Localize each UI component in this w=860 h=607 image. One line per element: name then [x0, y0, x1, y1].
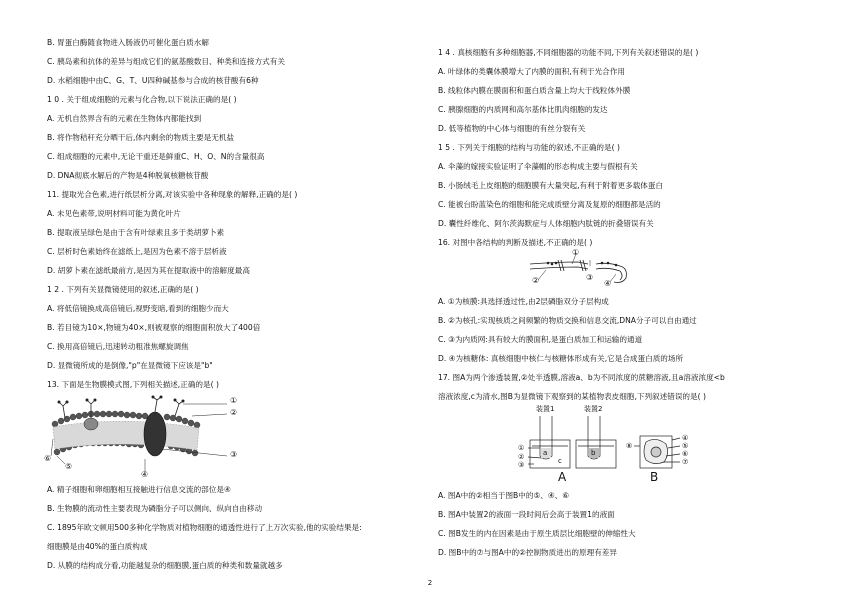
membrane-figure	[44, 394, 452, 480]
fig-b-num-7: ⑦	[682, 458, 689, 466]
fig-b-num-5: ⑤	[682, 442, 689, 450]
q17-stem-line2: 溶液浓度,c为清水,图B为显微镜下观察到的某植物表皮细胞,下列叙述错误的是( )	[438, 392, 706, 401]
fig-b-num-4: ④	[682, 434, 689, 442]
device-2-label: 装置2	[584, 405, 603, 413]
q12-stem: 1 2 . 下列有关显微镜使用的叙述,正确的是( )	[47, 285, 199, 294]
device-1-label: 装置1	[536, 405, 555, 413]
membrane-label-2: ②	[230, 408, 238, 417]
q17-option-d: D. 图B中的⑦与图A中的②控制物质进出的原理有差异	[438, 548, 617, 557]
q10-stem: 1 0 . 关于组成细胞的元素与化合物,以下说法正确的是( )	[47, 95, 237, 104]
solution-a-label: a	[543, 449, 548, 457]
membrane-label-3: ③	[230, 450, 238, 459]
left-column	[44, 0, 452, 575]
q11-option-a: A. 未见色素带,说明材料可能为黄化叶片	[47, 209, 181, 218]
q16-option-d: D. ④为核糖体: 真核细胞中核仁与核糖体形成有关,它是合成蛋白质的场所	[438, 354, 684, 363]
q14-option-c: C. 胰腺细胞的内质网和高尔基体比肌肉细胞的发达	[438, 105, 608, 114]
q10-option-a: A. 无机自然界含有的元素在生物体内都能找到	[47, 114, 202, 123]
osmosis-diagram	[518, 406, 698, 486]
q11-option-c: C. 层析时色素始终在滤纸上,是因为色素不溶于层析液	[47, 247, 227, 256]
q12-option-d: D. 显微镜所成的是倒像,"p"在显微镜下应该是"b"	[47, 361, 213, 370]
q12-option-a: A. 将低倍镜换成高倍镜后,视野变暗,看到的细胞少而大	[47, 304, 229, 313]
q13-option-a: A. 精子细胞和卵细胞相互接触进行信息交流的部位是④	[47, 485, 231, 494]
q13-stem: 13. 下面是生物膜模式图,下列相关描述,正确的是( )	[47, 380, 219, 389]
fig-b-num-8: ⑧	[626, 442, 633, 450]
q11-option-b: B. 提取液呈绿色是由于含有叶绿素且多于类胡萝卜素	[47, 228, 225, 237]
q17-stem-line1: 17. 图A为两个渗透装置,②处半透膜,溶液a、b为不同浓度的蔗糖溶液,且a溶液浓度<b	[438, 373, 725, 382]
solution-c-label: c	[558, 457, 562, 465]
q14-option-a: A. 叶绿体的类囊体膜增大了内膜的面积,有利于光合作用	[438, 67, 625, 76]
fig-a-num-2: ②	[518, 453, 525, 461]
page-number: 2	[427, 579, 433, 587]
q9-option-d: D. 水稻细胞中由C、G、T、U四种碱基参与合成的核苷酸有6种	[47, 76, 259, 85]
q9-option-c: C. 胰岛素和抗体的差异与组成它们的氨基酸数目、种类和连接方式有关	[47, 57, 285, 66]
q13-option-c-cont: 细胞膜是由40%的蛋白质构成	[47, 542, 148, 551]
q16-option-b: B. ②为核孔:实现核质之间频繁的物质交换和信息交流,DNA分子可以自由通过	[438, 316, 697, 325]
fig-a-label: A	[558, 470, 567, 484]
nucleus-figure	[528, 248, 843, 292]
nucleus-label-2: ②	[532, 276, 540, 285]
nucleus-label-4: ④	[604, 279, 612, 288]
q13-option-d: D. 从膜的结构成分看,功能越复杂的细胞膜,蛋白质的种类和数量就越多	[47, 561, 283, 570]
q11-stem: 11. 提取光合色素,进行纸层析分离,对该实验中各种现象的解释,正确的是( )	[47, 190, 298, 199]
nucleus-diagram	[528, 252, 648, 292]
q15-option-a: A. 伞藻的嫁接实验证明了伞藻帽的形态构成主要与假根有关	[438, 162, 638, 171]
right-column	[438, 0, 843, 562]
q10-option-d: D. DNA彻底水解后的产物是4种脱氧核糖核苷酸	[47, 171, 209, 180]
q12-option-b: B. 若目镜为10×,物镜为40×,则被观察的细胞面积放大了400倍	[47, 323, 261, 332]
q11-option-d: D. 胡萝卜素在滤纸最前方,是因为其在提取液中的溶解度最高	[47, 266, 250, 275]
solution-b-label: b	[591, 449, 596, 457]
membrane-label-4: ④	[141, 470, 149, 479]
osmosis-figure	[518, 406, 843, 486]
q16-option-c: C. ③为内质网:具有较大的膜面积,是蛋白质加工和运输的通道	[438, 335, 643, 344]
membrane-diagram	[47, 394, 247, 480]
q14-stem: 1 4 . 真核细胞有多种细胞器,不同细胞器的功能不同,下列有关叙述错误的是( )	[438, 48, 699, 57]
q14-option-b: B. 线粒体内膜在膜面积和蛋白质含量上均大于线粒体外膜	[438, 86, 631, 95]
nucleus-label-1: ①	[572, 248, 580, 257]
q16-option-a: A. ①为核膜:具选择透过性,由2层磷脂双分子层构成	[438, 297, 609, 306]
q16-stem: 16. 对图中各结构的判断及描述,不正确的是( )	[438, 238, 593, 247]
q14-option-d: D. 低等植物的中心体与细胞的有丝分裂有关	[438, 124, 586, 133]
membrane-label-6: ⑥	[44, 454, 52, 463]
fig-a-num-1: ①	[518, 444, 525, 452]
q15-option-b: B. 小肠绒毛上皮细胞的细胞膜有大量突起,有利于附着更多载体蛋白	[438, 181, 664, 190]
q13-option-b: B. 生物膜的流动性主要表现为磷脂分子可以侧向、纵向自由移动	[47, 504, 263, 513]
q10-option-b: B. 将作物秸秆充分晒干后,体内剩余的物质主要是无机盐	[47, 133, 235, 142]
q12-option-c: C. 换用高倍镜后,迅速转动粗准焦螺旋调焦	[47, 342, 189, 351]
q17-option-a: A. 图A中的②相当于图B中的⑤、④、⑥	[438, 491, 570, 500]
q13-option-c: C. 1895年欧文顿用500多种化学物质对植物细胞的通透性进行了上万次实验,他的实验结果是:	[47, 523, 362, 532]
fig-b-num-6: ⑥	[682, 450, 689, 458]
q15-stem: 1 5 . 下列关于细胞的结构与功能的叙述,不正确的是( )	[438, 143, 620, 152]
membrane-label-1: ①	[230, 396, 238, 405]
fig-a-num-3: ③	[518, 461, 525, 469]
q17-option-b: B. 图A中装置2的液面一段时间后会高于装置1的液面	[438, 510, 615, 519]
q15-option-d: D. 囊性纤维化、阿尔茨海默症与人体细胞内肽链的折叠错误有关	[438, 219, 654, 228]
q10-option-c: C. 组成细胞的元素中,无论干重还是鲜重C、H、O、N的含量很高	[47, 152, 265, 161]
q15-option-c: C. 能被台盼蓝染色的细胞和能完成质壁分离及复原的细胞都是活的	[438, 200, 661, 209]
membrane-label-5: ⑤	[65, 462, 73, 471]
fig-b-label: B	[650, 470, 659, 484]
nucleus-label-3: ③	[586, 273, 594, 282]
q17-option-c: C. 图B发生的内在因素是由于原生质层比细胞壁的伸缩性大	[438, 529, 636, 538]
q9-option-b: B. 胃蛋白酶随食物进入肠液仍可催化蛋白质水解	[47, 38, 209, 47]
